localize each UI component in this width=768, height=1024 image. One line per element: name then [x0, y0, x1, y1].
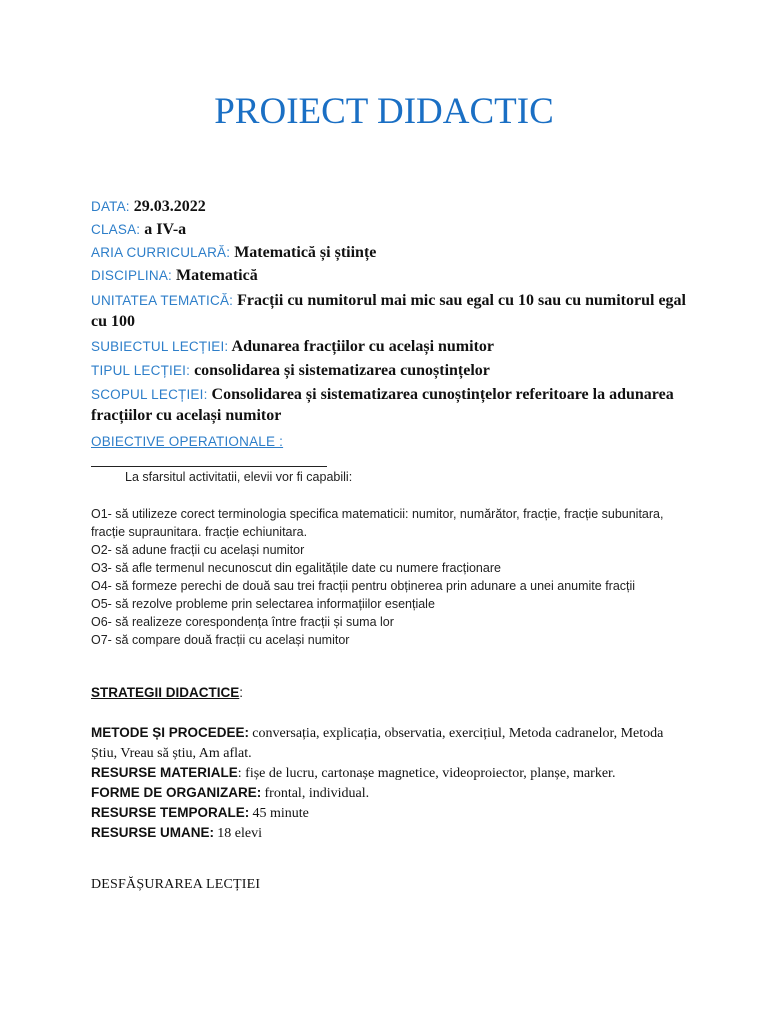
document-title: PROIECT DIDACTIC — [214, 91, 554, 132]
strategies-heading-line — [91, 685, 243, 700]
resurse-temporale-label: RESURSE TEMPORALE: — [91, 805, 250, 820]
info-data — [91, 196, 691, 217]
subiectul-label: SUBIECTUL LECȚIEI: — [91, 339, 229, 354]
objectives-intro: La sfarsitul activitatii, elevii vor fi capabili: — [125, 470, 353, 484]
scopul-value: Consolidarea și sistematizarea cunoștințelor referitoare la adunarea fracțiilor cu același numitor — [91, 386, 674, 424]
unitatea-value: Fracții cu numitorul mai mic sau egal cu 10 sau cu numitorul egal cu 100 — [91, 292, 686, 330]
info-disciplina — [91, 265, 691, 286]
subiectul-value: Adunarea fracțiilor cu același numitor — [231, 338, 495, 355]
clasa-label: CLASA: — [91, 222, 141, 237]
info-subiectul — [91, 336, 691, 357]
resurse-umane-label: RESURSE UMANE: — [91, 825, 215, 840]
aria-label: ARIA CURRICULARĂ: — [91, 245, 231, 260]
objective-item: O5- să rezolve probleme prin selectarea informațiilor esențiale — [91, 597, 435, 611]
lesson-info — [91, 196, 691, 428]
divider-line — [91, 466, 327, 467]
forme-value: frontal, individual. — [264, 786, 370, 801]
metode-row — [91, 723, 681, 763]
forme-row — [91, 783, 681, 803]
objective-item: O3- să afle termenul necunoscut din egalitățile date cu numere fracționare — [91, 561, 501, 575]
unitatea-label: UNITATEA TEMATICĂ: — [91, 293, 234, 308]
aria-value: Matematică și științe — [234, 244, 377, 261]
info-clasa — [91, 219, 691, 240]
strategies-heading: STRATEGII DIDACTICE — [91, 685, 240, 700]
scopul-label: SCOPUL LECȚIEI: — [91, 387, 208, 402]
metode-value: conversația, explicația, observatia, exercițiul, Metoda cadranelor, Metoda Știu, Vreau să știu, Am aflat. — [91, 726, 664, 761]
metode-label: METODE ȘI PROCEDEE: — [91, 725, 250, 740]
resurse-temporale-row — [91, 803, 681, 823]
resurse-umane-value: 18 elevi — [217, 826, 262, 841]
resurse-umane-row — [91, 823, 681, 843]
objective-item: O7- să compare două fracții cu același numitor — [91, 633, 350, 647]
data-label: DATA: — [91, 199, 130, 214]
resurse-materiale-value: : fișe de lucru, cartonașe magnetice, videoproiector, planșe, marker. — [237, 766, 616, 781]
resurse-materiale-row — [91, 763, 681, 783]
clasa-value: a IV-a — [144, 221, 187, 238]
lesson-flow-heading: DESFĂȘURAREA LECȚIEI — [91, 877, 261, 892]
objectives-list — [91, 505, 671, 649]
disciplina-value: Matematică — [175, 267, 258, 284]
info-aria — [91, 242, 691, 263]
tipul-value: consolidarea și sistematizarea cunoștințelor — [194, 362, 490, 379]
info-tipul — [91, 360, 691, 381]
tipul-label: TIPUL LECȚIEI: — [91, 363, 191, 378]
resurse-temporale-value: 45 minute — [252, 806, 309, 821]
resurse-materiale-label: RESURSE MATERIALE — [91, 765, 238, 780]
objective-item: O2- să adune fracții cu același numitor — [91, 543, 305, 557]
disciplina-label: DISCIPLINA: — [91, 268, 172, 283]
info-scopul — [91, 384, 691, 426]
forme-label: FORME DE ORGANIZARE: — [91, 785, 262, 800]
objective-item: O4- să formeze perechi de două sau trei fracții pentru obținerea prin adunare a unei anumite fracții — [91, 579, 636, 593]
objective-item: O1- să utilizeze corect terminologia specifica matematicii: numitor, numărător, fracție, fracție subunitara, fracție supraunitara. fracție echiunitara. — [91, 507, 664, 539]
objectives-heading: OBIECTIVE OPERATIONALE : — [91, 434, 284, 449]
info-unitatea — [91, 290, 691, 332]
strategies-heading-colon: : — [239, 685, 244, 700]
strategies-details — [91, 723, 681, 843]
data-value: 29.03.2022 — [133, 198, 206, 215]
objective-item: O6- să realizeze corespondența între fracții și suma lor — [91, 615, 394, 629]
